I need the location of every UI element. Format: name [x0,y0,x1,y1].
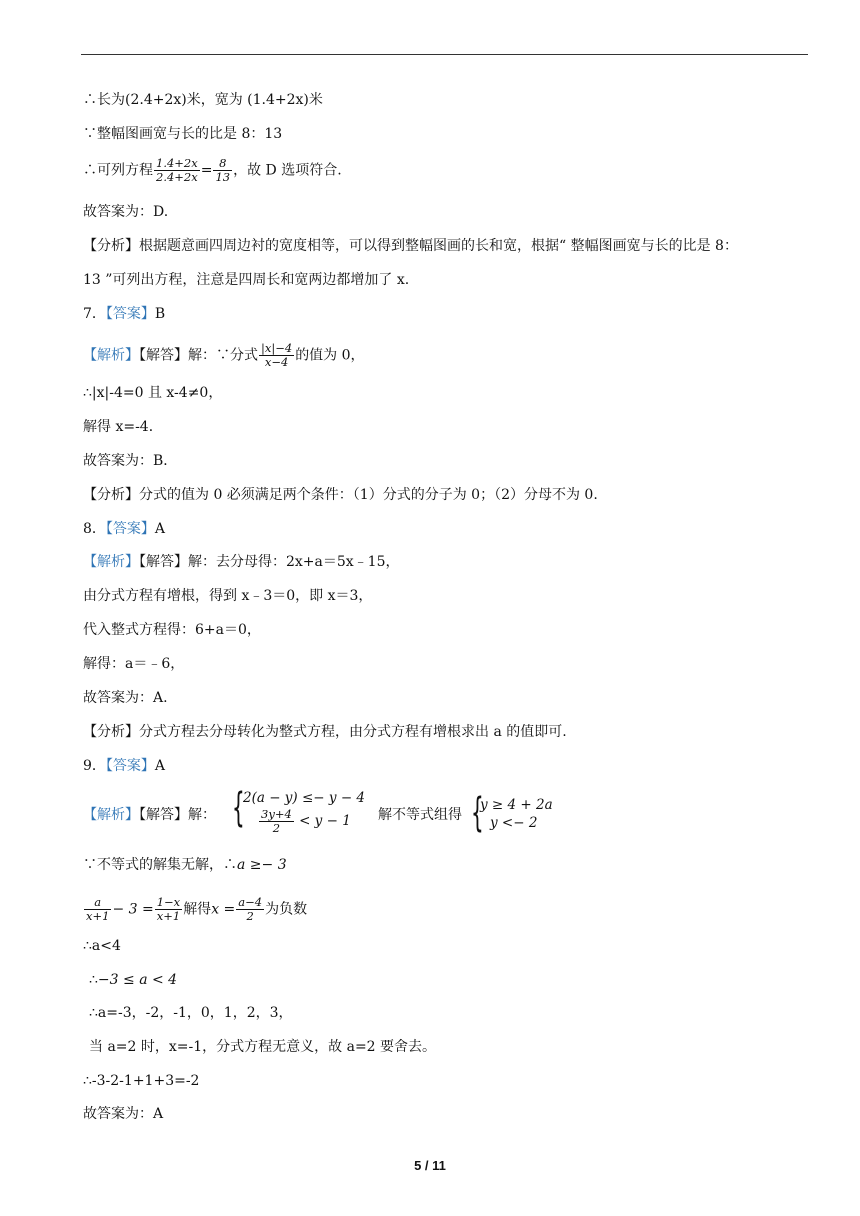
text-line [83,856,287,874]
answer-tag: 【答案】 [105,758,155,774]
text-line: 故答案为：B． [83,453,178,469]
math: a ≥− 3 [237,857,287,873]
text-line: ∴a=-3，-2，-1，0，1，2，3， [89,1005,293,1021]
inequality-row [258,808,351,835]
jiexi-tag: 【解析】 [83,347,139,364]
equals: = [200,162,213,179]
text: 解不等式组得 [378,807,462,823]
text-line: 由分式方程有增根，得到 x﹣3＝0，即 x＝3， [83,588,373,604]
text-line: 故答案为：A. [83,690,168,706]
denominator: 2 [246,909,254,923]
question-9-solve [83,806,216,824]
question-8-solve [83,553,400,571]
fraction [154,157,200,184]
text: 【解答】解：∵分式 [139,347,258,364]
text-line: 故答案为：D. [83,204,169,220]
denominator: x+1 [86,909,110,923]
question-number: 9． [83,758,106,774]
numerator: 3y+4 [261,807,292,821]
left-brace: { [232,785,245,831]
denominator: 2 [272,821,281,835]
text-line: 当 a=2 时，x=-1，分式方程无意义，故 a=2 要舍去。 [89,1039,437,1055]
denominator: x−4 [264,355,289,369]
denominator: x+1 [156,909,181,923]
inequality-row: y <− 2 [490,815,538,831]
text-line: ∴-3-2-1+1+3=-2 [83,1073,200,1089]
answer: A [154,758,166,774]
text: 的值为 0， [295,347,365,364]
text: 【解答】解：去分母得：2x+a＝5x﹣15， [139,554,400,570]
analysis-line: 【分析】分式方程去分母转化为整式方程，由分式方程有增根求出 a 的值即可. [83,724,567,740]
text: 【解答】解： [139,807,216,823]
answer-tag: 【答案】 [105,306,155,322]
text-line: ∴a<4 [83,938,121,954]
question-number: 7． [83,306,106,322]
text: ∴可列方程 [83,162,153,179]
math: x = [211,901,236,918]
text-line: ∵整幅图画宽与长的比是 8：13 [83,126,283,142]
math: − 3 = [112,901,154,918]
numerator: 1.4+2x [156,156,198,170]
question-7-solve [83,342,365,369]
fraction [84,896,111,923]
question-9-answer [83,757,165,775]
inequality-row: 2(a − y) ≤− y − 4 [243,790,366,806]
inequality-row: y ≥ 4 + 2a [480,797,553,813]
text: < y − 1 [299,813,351,829]
answer: B [154,306,166,322]
numerator: |x|−4 [261,341,293,355]
math: −3 ≤ a < 4 [97,972,178,988]
analysis-line: 13 ”可列出方程，注意是四周长和宽两边都增加了 x. [83,272,410,288]
header-rule [81,54,808,55]
text: ∴ [89,972,98,988]
text: ，故 D 选项符合. [233,162,342,179]
text-line: 解得：a＝﹣6， [83,656,185,672]
text-line [89,971,177,989]
denominator: 13 [215,170,231,184]
analysis-line: 【分析】分式的值为 0 必须满足两个条件：（1）分式的分子为 0；（2）分母不为 0. [83,487,598,503]
question-7-answer [83,305,165,323]
numerator: a−4 [238,895,263,909]
text-line: 代入整式方程得：6+a＝0， [83,622,261,638]
numerator: a [84,896,111,910]
text-line: ∴|x|-4=0 且 x-4≠0， [83,385,223,401]
fraction [213,157,232,184]
fraction [259,808,294,835]
text: 解得 [183,901,212,918]
fraction [155,896,182,923]
jiexi-tag: 【解析】 [83,807,139,823]
numerator: 8 [213,157,232,171]
equation-line [83,896,307,923]
numerator: 1−x [156,895,181,909]
fraction [259,342,294,369]
answer-tag: 【答案】 [105,521,155,537]
analysis-line: 【分析】根据题意画四周边衬的宽度相等，可以得到整幅图画的长和宽，根据“ 整幅图画宽与长的比是 8： [83,238,738,254]
answer: A [154,521,166,537]
question-8-answer [83,520,165,538]
text: ∵不等式的解集无解，∴ [83,857,237,873]
text: 为负数 [265,901,308,918]
left-brace: { [471,790,484,836]
text-line: 故答案为：A [83,1106,164,1122]
text-line: 解得 x=-4． [83,419,163,435]
denominator: 2.4+2x [156,170,198,184]
equation-line [83,157,342,184]
text-line: ∴长为(2.4+2x)米，宽为 (1.4+2x)米 [83,92,323,108]
page-number: 5 / 11 [414,1158,446,1173]
jiexi-tag: 【解析】 [83,554,139,570]
fraction [236,896,264,923]
question-number: 8． [83,521,106,537]
